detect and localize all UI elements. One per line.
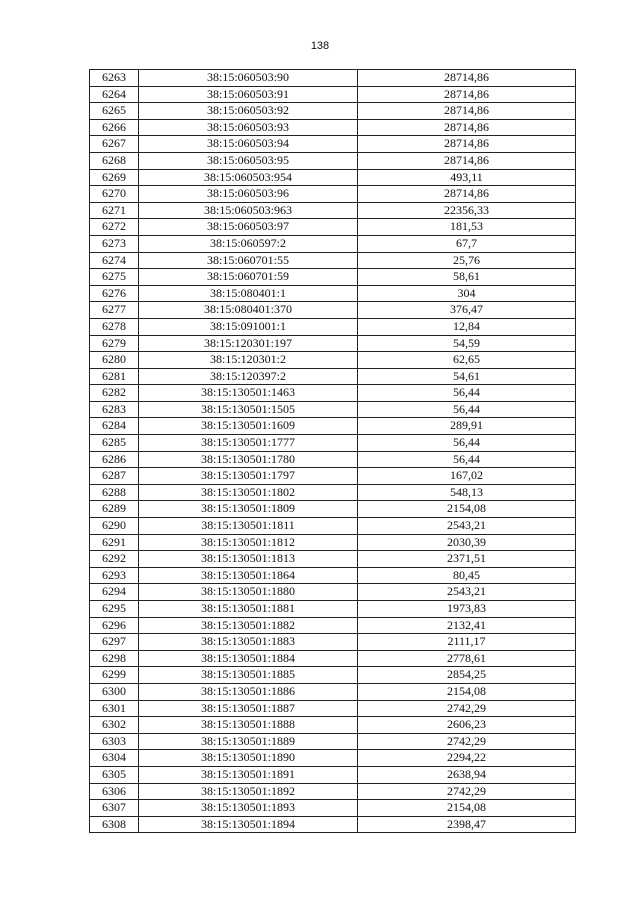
cadastral-number-cell: 38:15:091001:1 <box>139 318 358 335</box>
cadastral-number-cell: 38:15:120301:2 <box>139 352 358 369</box>
table-row <box>90 219 576 236</box>
cadastral-number-cell: 38:15:130501:1802 <box>139 484 358 501</box>
table-row <box>90 484 576 501</box>
row-number-cell: 6299 <box>90 667 139 684</box>
value-cell: 56,44 <box>358 385 576 402</box>
cadastral-number-cell: 38:15:060503:92 <box>139 103 358 120</box>
value-cell: 28714,86 <box>358 186 576 203</box>
cadastral-number-cell: 38:15:130501:1813 <box>139 551 358 568</box>
value-cell: 2778,61 <box>358 650 576 667</box>
cadastral-number-cell: 38:15:130501:1890 <box>139 750 358 767</box>
table-row <box>90 269 576 286</box>
cadastral-number-cell: 38:15:120397:2 <box>139 368 358 385</box>
value-cell: 304 <box>358 285 576 302</box>
page-number: 138 <box>310 40 330 52</box>
table-row <box>90 352 576 369</box>
cadastral-number-cell: 38:15:060503:96 <box>139 186 358 203</box>
cadastral-number-cell: 38:15:060503:97 <box>139 219 358 236</box>
cadastral-number-cell: 38:15:080401:1 <box>139 285 358 302</box>
cadastral-number-cell: 38:15:060503:954 <box>139 169 358 186</box>
value-cell: 28714,86 <box>358 136 576 153</box>
table-row <box>90 683 576 700</box>
row-number-cell: 6305 <box>90 766 139 783</box>
table-row <box>90 551 576 568</box>
cadastral-number-cell: 38:15:060597:2 <box>139 235 358 252</box>
cadastral-number-cell: 38:15:130501:1609 <box>139 418 358 435</box>
row-number-cell: 6302 <box>90 717 139 734</box>
row-number-cell: 6266 <box>90 119 139 136</box>
table-row <box>90 302 576 319</box>
cadastral-number-cell: 38:15:130501:1812 <box>139 534 358 551</box>
cadastral-number-cell: 38:15:130501:1889 <box>139 733 358 750</box>
value-cell: 548,13 <box>358 484 576 501</box>
row-number-cell: 6269 <box>90 169 139 186</box>
cadastral-number-cell: 38:15:130501:1885 <box>139 667 358 684</box>
cadastral-number-cell: 38:15:080401:370 <box>139 302 358 319</box>
row-number-cell: 6273 <box>90 235 139 252</box>
row-number-cell: 6284 <box>90 418 139 435</box>
value-cell: 56,44 <box>358 435 576 452</box>
row-number-cell: 6276 <box>90 285 139 302</box>
table-row <box>90 103 576 120</box>
table-row <box>90 750 576 767</box>
value-cell: 2742,29 <box>358 783 576 800</box>
table-row <box>90 86 576 103</box>
table-row <box>90 169 576 186</box>
row-number-cell: 6295 <box>90 601 139 618</box>
value-cell: 28714,86 <box>358 70 576 87</box>
table-row <box>90 584 576 601</box>
row-number-cell: 6274 <box>90 252 139 269</box>
table-row <box>90 418 576 435</box>
cadastral-number-cell: 38:15:130501:1797 <box>139 468 358 485</box>
row-number-cell: 6308 <box>90 816 139 833</box>
table-row <box>90 816 576 833</box>
value-cell: 2294,22 <box>358 750 576 767</box>
table-body <box>90 70 576 833</box>
cadastral-number-cell: 38:15:060701:55 <box>139 252 358 269</box>
value-cell: 2111,17 <box>358 634 576 651</box>
value-cell: 167,02 <box>358 468 576 485</box>
value-cell: 2543,21 <box>358 584 576 601</box>
row-number-cell: 6285 <box>90 435 139 452</box>
cadastral-number-cell: 38:15:130501:1809 <box>139 501 358 518</box>
value-cell: 28714,86 <box>358 119 576 136</box>
row-number-cell: 6283 <box>90 401 139 418</box>
cadastral-number-cell: 38:15:120301:197 <box>139 335 358 352</box>
row-number-cell: 6263 <box>90 70 139 87</box>
table-row <box>90 368 576 385</box>
value-cell: 67,7 <box>358 235 576 252</box>
cadastral-table <box>89 69 576 833</box>
table-row <box>90 667 576 684</box>
value-cell: 2742,29 <box>358 700 576 717</box>
row-number-cell: 6289 <box>90 501 139 518</box>
value-cell: 493,11 <box>358 169 576 186</box>
cadastral-number-cell: 38:15:060503:91 <box>139 86 358 103</box>
row-number-cell: 6293 <box>90 567 139 584</box>
row-number-cell: 6296 <box>90 617 139 634</box>
value-cell: 25,76 <box>358 252 576 269</box>
cadastral-number-cell: 38:15:060503:93 <box>139 119 358 136</box>
value-cell: 28714,86 <box>358 152 576 169</box>
cadastral-number-cell: 38:15:130501:1894 <box>139 816 358 833</box>
table-row <box>90 700 576 717</box>
table-row <box>90 783 576 800</box>
value-cell: 2543,21 <box>358 518 576 535</box>
cadastral-number-cell: 38:15:130501:1891 <box>139 766 358 783</box>
table-row <box>90 186 576 203</box>
cadastral-number-cell: 38:15:130501:1463 <box>139 385 358 402</box>
row-number-cell: 6303 <box>90 733 139 750</box>
value-cell: 2606,23 <box>358 717 576 734</box>
table-row <box>90 401 576 418</box>
cadastral-number-cell: 38:15:130501:1777 <box>139 435 358 452</box>
table-row <box>90 601 576 618</box>
cadastral-number-cell: 38:15:130501:1882 <box>139 617 358 634</box>
row-number-cell: 6277 <box>90 302 139 319</box>
cadastral-number-cell: 38:15:130501:1864 <box>139 567 358 584</box>
table-row <box>90 567 576 584</box>
table-row <box>90 617 576 634</box>
value-cell: 2398,47 <box>358 816 576 833</box>
value-cell: 2154,08 <box>358 501 576 518</box>
table-row <box>90 335 576 352</box>
row-number-cell: 6306 <box>90 783 139 800</box>
table-row <box>90 451 576 468</box>
cadastral-number-cell: 38:15:060503:90 <box>139 70 358 87</box>
value-cell: 376,47 <box>358 302 576 319</box>
value-cell: 12,84 <box>358 318 576 335</box>
row-number-cell: 6279 <box>90 335 139 352</box>
value-cell: 56,44 <box>358 451 576 468</box>
cadastral-number-cell: 38:15:130501:1505 <box>139 401 358 418</box>
cadastral-number-cell: 38:15:060701:59 <box>139 269 358 286</box>
value-cell: 2854,25 <box>358 667 576 684</box>
row-number-cell: 6272 <box>90 219 139 236</box>
value-cell: 289,91 <box>358 418 576 435</box>
table-row <box>90 733 576 750</box>
value-cell: 2030,39 <box>358 534 576 551</box>
table-row <box>90 252 576 269</box>
value-cell: 181,53 <box>358 219 576 236</box>
row-number-cell: 6270 <box>90 186 139 203</box>
value-cell: 56,44 <box>358 401 576 418</box>
table-row <box>90 70 576 87</box>
value-cell: 2638,94 <box>358 766 576 783</box>
row-number-cell: 6268 <box>90 152 139 169</box>
table-row <box>90 518 576 535</box>
row-number-cell: 6294 <box>90 584 139 601</box>
table-row <box>90 717 576 734</box>
table-row <box>90 501 576 518</box>
value-cell: 2371,51 <box>358 551 576 568</box>
cadastral-number-cell: 38:15:130501:1892 <box>139 783 358 800</box>
value-cell: 80,45 <box>358 567 576 584</box>
cadastral-number-cell: 38:15:130501:1884 <box>139 650 358 667</box>
row-number-cell: 6282 <box>90 385 139 402</box>
table-row <box>90 435 576 452</box>
table-row <box>90 202 576 219</box>
row-number-cell: 6267 <box>90 136 139 153</box>
table-row <box>90 468 576 485</box>
table-row <box>90 136 576 153</box>
row-number-cell: 6278 <box>90 318 139 335</box>
row-number-cell: 6280 <box>90 352 139 369</box>
row-number-cell: 6298 <box>90 650 139 667</box>
row-number-cell: 6286 <box>90 451 139 468</box>
cadastral-number-cell: 38:15:060503:94 <box>139 136 358 153</box>
table-row <box>90 119 576 136</box>
cadastral-number-cell: 38:15:130501:1811 <box>139 518 358 535</box>
value-cell: 22356,33 <box>358 202 576 219</box>
table-row <box>90 800 576 817</box>
cadastral-number-cell: 38:15:130501:1886 <box>139 683 358 700</box>
row-number-cell: 6290 <box>90 518 139 535</box>
table-row <box>90 152 576 169</box>
row-number-cell: 6297 <box>90 634 139 651</box>
value-cell: 2154,08 <box>358 800 576 817</box>
row-number-cell: 6300 <box>90 683 139 700</box>
value-cell: 2132,41 <box>358 617 576 634</box>
cadastral-number-cell: 38:15:130501:1893 <box>139 800 358 817</box>
value-cell: 58,61 <box>358 269 576 286</box>
row-number-cell: 6288 <box>90 484 139 501</box>
table-row <box>90 235 576 252</box>
table-row <box>90 534 576 551</box>
table-row <box>90 766 576 783</box>
value-cell: 2742,29 <box>358 733 576 750</box>
value-cell: 2154,08 <box>358 683 576 700</box>
value-cell: 62,65 <box>358 352 576 369</box>
value-cell: 54,61 <box>358 368 576 385</box>
value-cell: 1973,83 <box>358 601 576 618</box>
row-number-cell: 6275 <box>90 269 139 286</box>
cadastral-number-cell: 38:15:130501:1888 <box>139 717 358 734</box>
row-number-cell: 6264 <box>90 86 139 103</box>
row-number-cell: 6271 <box>90 202 139 219</box>
cadastral-number-cell: 38:15:130501:1880 <box>139 584 358 601</box>
row-number-cell: 6291 <box>90 534 139 551</box>
table-row <box>90 634 576 651</box>
row-number-cell: 6265 <box>90 103 139 120</box>
row-number-cell: 6287 <box>90 468 139 485</box>
value-cell: 54,59 <box>358 335 576 352</box>
table-row <box>90 650 576 667</box>
value-cell: 28714,86 <box>358 103 576 120</box>
table-row <box>90 318 576 335</box>
cadastral-number-cell: 38:15:060503:95 <box>139 152 358 169</box>
table-row <box>90 385 576 402</box>
cadastral-number-cell: 38:15:130501:1887 <box>139 700 358 717</box>
cadastral-number-cell: 38:15:130501:1883 <box>139 634 358 651</box>
row-number-cell: 6301 <box>90 700 139 717</box>
cadastral-number-cell: 38:15:130501:1780 <box>139 451 358 468</box>
row-number-cell: 6292 <box>90 551 139 568</box>
value-cell: 28714,86 <box>358 86 576 103</box>
row-number-cell: 6281 <box>90 368 139 385</box>
table-row <box>90 285 576 302</box>
cadastral-number-cell: 38:15:130501:1881 <box>139 601 358 618</box>
row-number-cell: 6304 <box>90 750 139 767</box>
row-number-cell: 6307 <box>90 800 139 817</box>
cadastral-number-cell: 38:15:060503:963 <box>139 202 358 219</box>
